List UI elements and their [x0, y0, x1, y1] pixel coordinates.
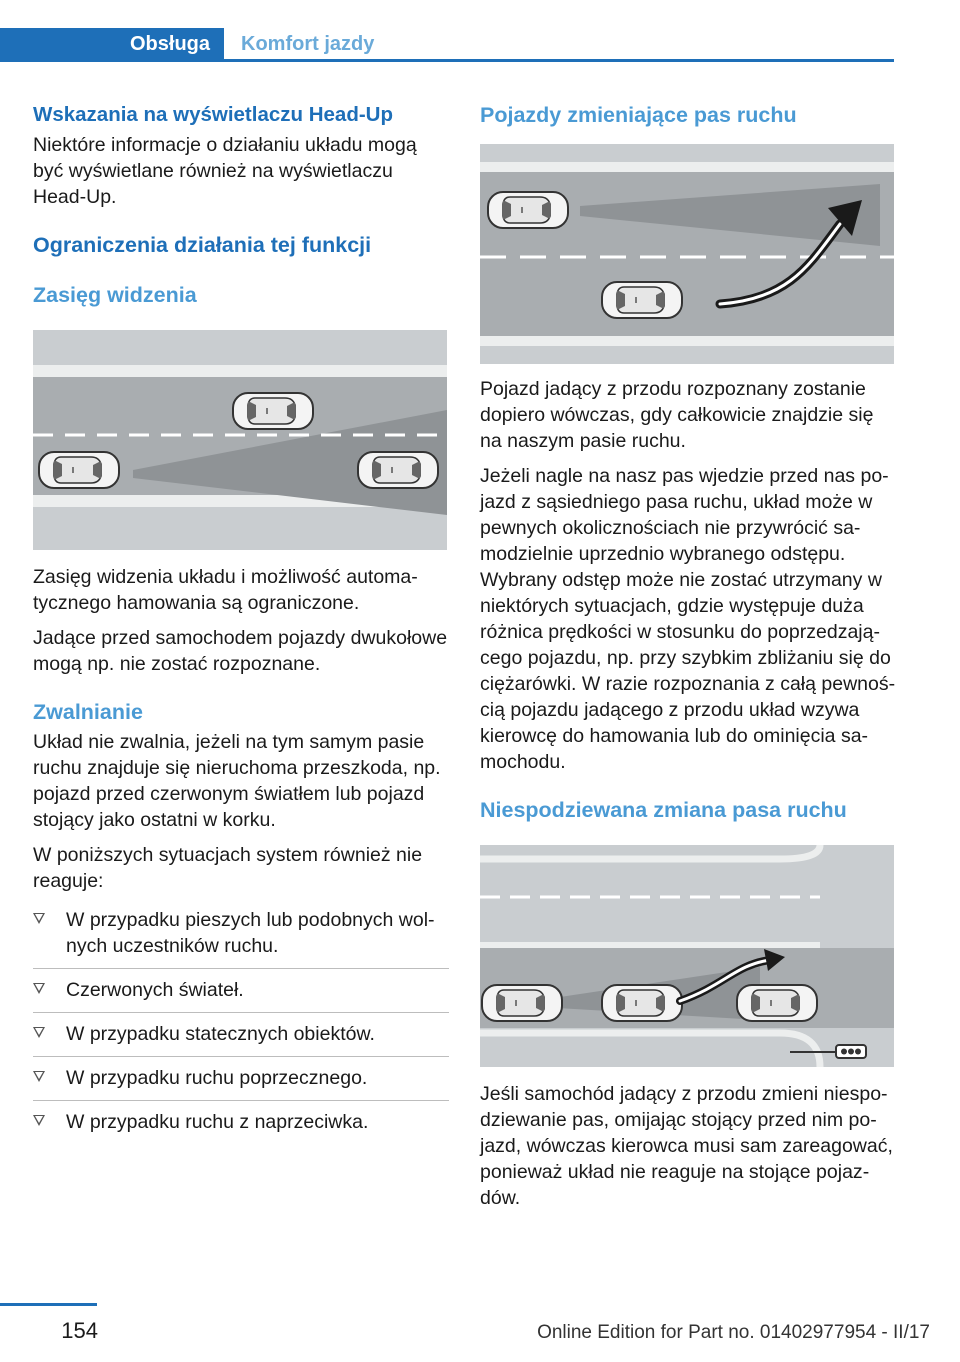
footer-divider [0, 1303, 97, 1306]
triangle-bullet-icon [33, 913, 45, 924]
paragraph-zwalnianie-2: W poniższych sytuacjach system również nie reaguje: [33, 844, 423, 892]
triangle-bullet-icon [33, 983, 45, 994]
heading-pojazdy-zmieniajace: Pojazdy zmieniające pas ruchu [480, 103, 797, 127]
triangle-bullet-icon [33, 1071, 45, 1082]
paragraph-head-up: Niektóre informacje o działaniu układu mogą być wyświetlane również na wyświetlaczu Head-Up. [33, 134, 417, 208]
heading-niespodziewana: Niespodziewana zmiana pasa ruchu [480, 798, 847, 822]
tab-obsluga[interactable]: Obsługa [0, 28, 224, 62]
paragraph-zasieg-1: Zasięg widzenia układu i możliwość automatycznego hamowania są ograniczone. [33, 566, 418, 614]
paragraph-niespodziewana: Jeśli samochód jadący z przodu zmieni niespodziewanie pas, omijając stojący przed nim pojazd, wówczas kierowca musi sam zareagować, ponieważ układ nie reaguje na stojące pojazdów. [480, 1083, 893, 1209]
paragraph-zasieg-2: Jadące przed samochodem pojazdy dwukołowe mogą np. nie zostać rozpoznane. [33, 627, 448, 675]
lane-change-illustration [480, 144, 894, 364]
list-item: W przypadku ruchu z naprzeciwka. [33, 1100, 449, 1144]
list-item: W przypadku statecznych obiektów. [33, 1012, 449, 1056]
triangle-bullet-icon [33, 1115, 45, 1126]
heading-head-up: Wskazania na wyświetlaczu Head-Up [33, 103, 394, 126]
triangle-bullet-icon [33, 1027, 45, 1038]
heading-ograniczenia: Ograniczenia działania tej funkcji [33, 233, 372, 257]
figure-lane-change [480, 144, 894, 364]
list-item: W przypadku ruchu poprzecznego. [33, 1056, 449, 1100]
unexpected-lane-change-illustration [480, 845, 894, 1067]
paragraph-pojazdy-1: Pojazd jadący z przodu rozpoznany zostanie dopiero wówczas, gdy całkowicie znajdzie się na naszym pasie ruchu. [480, 378, 874, 452]
edition-info: Online Edition for Part no. 01402977954 - II/17 [537, 1322, 930, 1343]
right-column [480, 100, 896, 1211]
paragraph-zwalnianie-1: Układ nie zwalnia, jeżeli na tym samym pasie ruchu znajduje się nieruchoma przeszkoda, np. pojazd przed czerwonym światłem lub pojazd stojący jako ostatni w korku. [33, 731, 441, 831]
figure-unexpected-lane-change [480, 845, 894, 1067]
tab-komfort-jazdy[interactable]: Komfort jazdy [241, 33, 375, 55]
list-item: Czerwonych świateł. [33, 968, 449, 1012]
page-number: 154 [61, 1318, 98, 1343]
list-item: W przypadku pieszych lub podobnych wolnych uczestników ruchu. [33, 899, 449, 968]
paragraph-pojazdy-2: Jeżeli nagle na nasz pas wjedzie przed nas pojazd z sąsiedniego pasa ruchu, układ może w pewnych okolicznościach nie przywrócić samodzielnie uprzednio wybranego odstępu. Wybrany odstęp może nie zostać utrzymany w niektórych sytuacjach, gdzie występuje duża różnica prędkości w stosunku do poprzedzającego pojazdu, np. przy szybkim zbliżaniu się do ciężarówki. W razie rozpoznania z całą pewnością pojazdu jadącego z przodu układ wzywa kierowcę do hamowania lub do ominięcia samochodu. [480, 465, 896, 773]
range-illustration [33, 330, 447, 550]
heading-zasieg: Zasięg widzenia [33, 283, 197, 307]
heading-zwalnianie: Zwalnianie [33, 700, 143, 724]
left-column [33, 100, 449, 1144]
bullet-list [33, 899, 449, 1144]
figure-range-of-view [33, 330, 447, 550]
header-tabs [0, 0, 894, 62]
